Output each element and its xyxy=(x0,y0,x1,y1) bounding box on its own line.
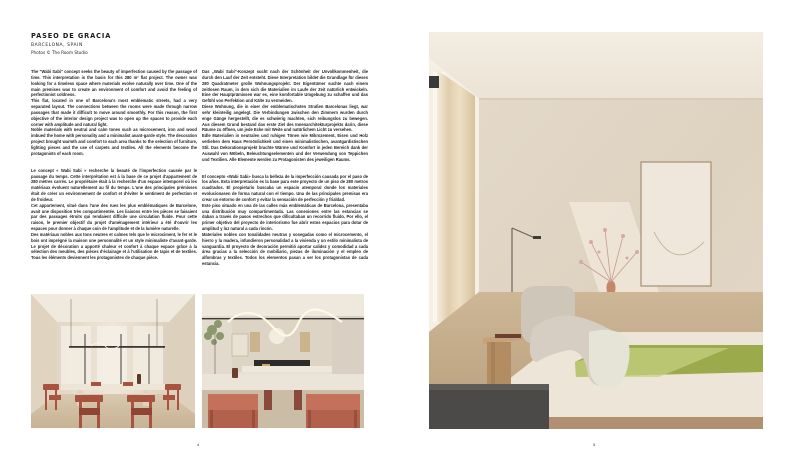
photo-credit: Photos © The Room Studio xyxy=(31,50,88,55)
paragraph-en-3: Noble materials with neutral and calm tones such as microcement, iron and wood imbued the home with personality and a minimalist avant-garde style. The decoration project brought warmth and comfort to each area thanks to the selection of furniture, lighting pieces and the use of carpets and textiles. All the elements become the protagonists of each room. xyxy=(31,127,197,156)
page-number-right: 5 xyxy=(593,442,596,447)
paragraph-gap xyxy=(31,157,197,168)
right-page xyxy=(397,0,794,461)
article-location: BARCELONA, SPAIN xyxy=(31,43,83,48)
paragraph-en-2: This flat, located in one of Barcelona's most emblematic streets, had a very separated layout. The connections between the rooms were made through narrow passages that made it difficult to move around smoothly. For this reason, the first objective of the interior design project was to open up the spaces to provide each corner with amplitude and natural light. xyxy=(31,98,197,127)
paragraph-en-1: The "Wabi Sabi" concept seeks the beauty of imperfection caused by the passage of time. This interpretation is the basis for this 280 m² flat project. The owner was looking for a timeless space where materials evolve naturally over time. One of the main premises was to create an environment of comfort and avoid the feeling of perfectionist coldness. xyxy=(31,69,197,98)
dining-table-photo xyxy=(202,294,364,428)
living-room-photo xyxy=(429,32,763,429)
paragraph-fr-3: Des matériaux nobles aux tons neutres et calmes tels que le microciment, le fer et le bois ont imprégné la maison une personnalité et un style minimaliste d'avant-garde. Le projet de décoration a apporté chaleur et confort à chaque espace grâce à la sélection des meubles, des pièces d'éclairage et à l'utilisation de tapis et de textiles. Tous les éléments deviennent les protagonistes de chaque pièce. xyxy=(31,231,197,261)
article-header xyxy=(31,32,111,56)
article-title: PASEO DE GRACIA xyxy=(31,32,112,40)
text-column-left xyxy=(31,69,197,261)
paragraph-es-2: Este piso situado en una de las calles más emblemáticas de Barcelona, presentaba una distribución muy compartimentada. Las conexiones entre las estancias se daban a través de pasos estrechos que dificultaban un recorrido fluido. Por ello, el primer objetivo del proyecto de interiorismo fue abrir estos espacios para dotar de amplitud y luz natural a cada rincón. xyxy=(202,202,368,232)
page-number-left: 4 xyxy=(197,442,200,447)
paragraph-gap xyxy=(202,163,368,174)
paragraph-fr-2: Cet appartement, situé dans l'une des rues les plus emblématiques de Barcelone, avait une disposition très compartimentée. Les liaisons entre les pièces se faisaient par des passages étroits qui rendaient difficile une circulation fluide. Pour cette raison, le premier objectif du projet d'aménagement intérieur a été d'ouvrir les espaces pour donner à chaque coin de l'amplitude et de la lumière naturelle. xyxy=(31,202,197,232)
paragraph-de-3: Edle Materialien in neutralen und ruhigen Tönen wie Mikrozement, Eisen und Holz verliehen dem Haus Persönlichkeit und einen minimalistischen, avantgardistischen Stil. Das Dekorationsprojekt brachte Wärme und Komfort in jeden Bereich dank der Auswahl von Möbeln, Beleuchtungselementen und der Verwendung von Teppichen und Textilien. Alle Elemente werden zu Protagonisten des jeweiligen Raums. xyxy=(202,133,368,162)
dining-room-photo xyxy=(31,294,195,428)
paragraph-es-1: El concepto «Wabi Sabi» busca la belleza de la imperfección causada por el paso de los años. Esta interpretación es la base para este proyecto de un piso de 280 metros cuadrados. El propietario buscaba un espacio atemporal donde los materiales evolucionasen de forma natural con el tiempo. Una de las principales premisas era crear un entorno de confort y evitar la sensación de perfección y frialdad. xyxy=(202,173,368,202)
paragraph-de-2: Diese Wohnung, die in einer der emblematischsten Straßen Barcelonas liegt, war sehr kleinteilig angelegt. Die Verbindungen zwischen den Zimmern wurden durch enge Gänge hergestellt, die es schwierig machten, sich reibungslos zu bewegen. Aus diesem Grund bestand das erste Ziel des Innenarchitekturprojekts darin, diese Räume zu öffnen, um jede Ecke mit Weite und natürlichem Licht zu versehen. xyxy=(202,104,368,133)
text-column-right xyxy=(202,69,368,267)
paragraph-es-3: Materiales nobles con tonalidades neutras y sosegadas como el microcemento, el hierro y la madera, infundieron personalidad a la vivienda y un estilo minimalista de vanguardia. El proyecto de decoración permitió aportar calidez y comodidad a cada área gracias a la selección de mobiliario, piezas de iluminación y el empleo de alfombras y textiles. Todos los elementos pasan a ser los protagonistas de cada estancia. xyxy=(202,231,368,267)
paragraph-de-1: Das „Wabi Sabi“-Konzept sucht nach der Schönheit der Unvollkommenheit, die durch den Lauf der Zeit entsteht. Diese Interpretation bildet die Grundlage für dieses 280 Quadratmeter große Wohnungsprojekt. Der Eigentümer suchte nach einem zeitlosen Raum, in dem sich die Materialien im Laufe der Zeit natürlich entwickeln. Eine der Hauptprämissen war es, eine komfortable Umgebung zu schaffen und das Gefühl von Perfektion und Kälte zu vermeiden. xyxy=(202,69,368,104)
paragraph-fr-1: Le concept « Wabi Sabi » recherche la beauté de l'imperfection causée par le passage du temps. Cette interprétation est à la base de ce projet d'appartement de 280 mètres carrés. Le propriétaire était à la recherche d'un espace intemporel où les matériaux évoluent naturellement au fil du temps. L'une des principales prémisses était de créer un environnement de confort et d'éviter le sentiment de perfection et de froideur. xyxy=(31,167,197,202)
